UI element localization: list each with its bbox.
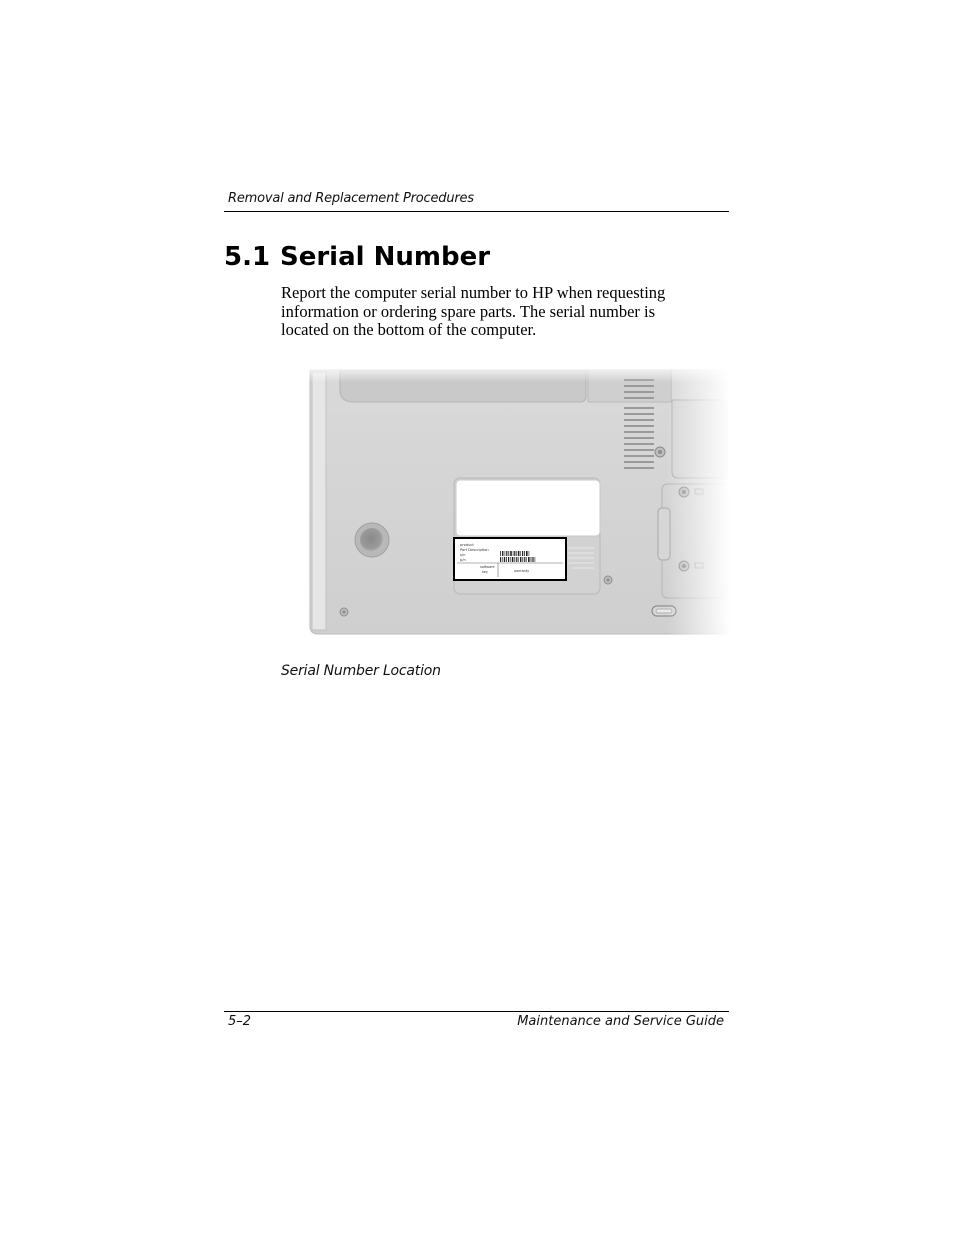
computer-bottom-illustration [306, 366, 730, 638]
figure-caption: Serial Number Location [281, 663, 441, 679]
guide-title: Maintenance and Service Guide [517, 1014, 724, 1029]
running-head: Removal and Replacement Procedures [228, 191, 474, 206]
header-rule [224, 211, 729, 212]
section-title-text: Serial Number [280, 242, 491, 272]
body-paragraph: Report the computer serial number to HP when requesting information or ordering spare parts. The serial number is located on the bottom of the computer. [281, 283, 666, 339]
section-number: 5.1 [224, 242, 271, 272]
section-title [224, 242, 490, 272]
page-number: 5–2 [228, 1014, 252, 1029]
footer-rule [224, 1011, 729, 1012]
serial-number-figure [306, 366, 730, 638]
